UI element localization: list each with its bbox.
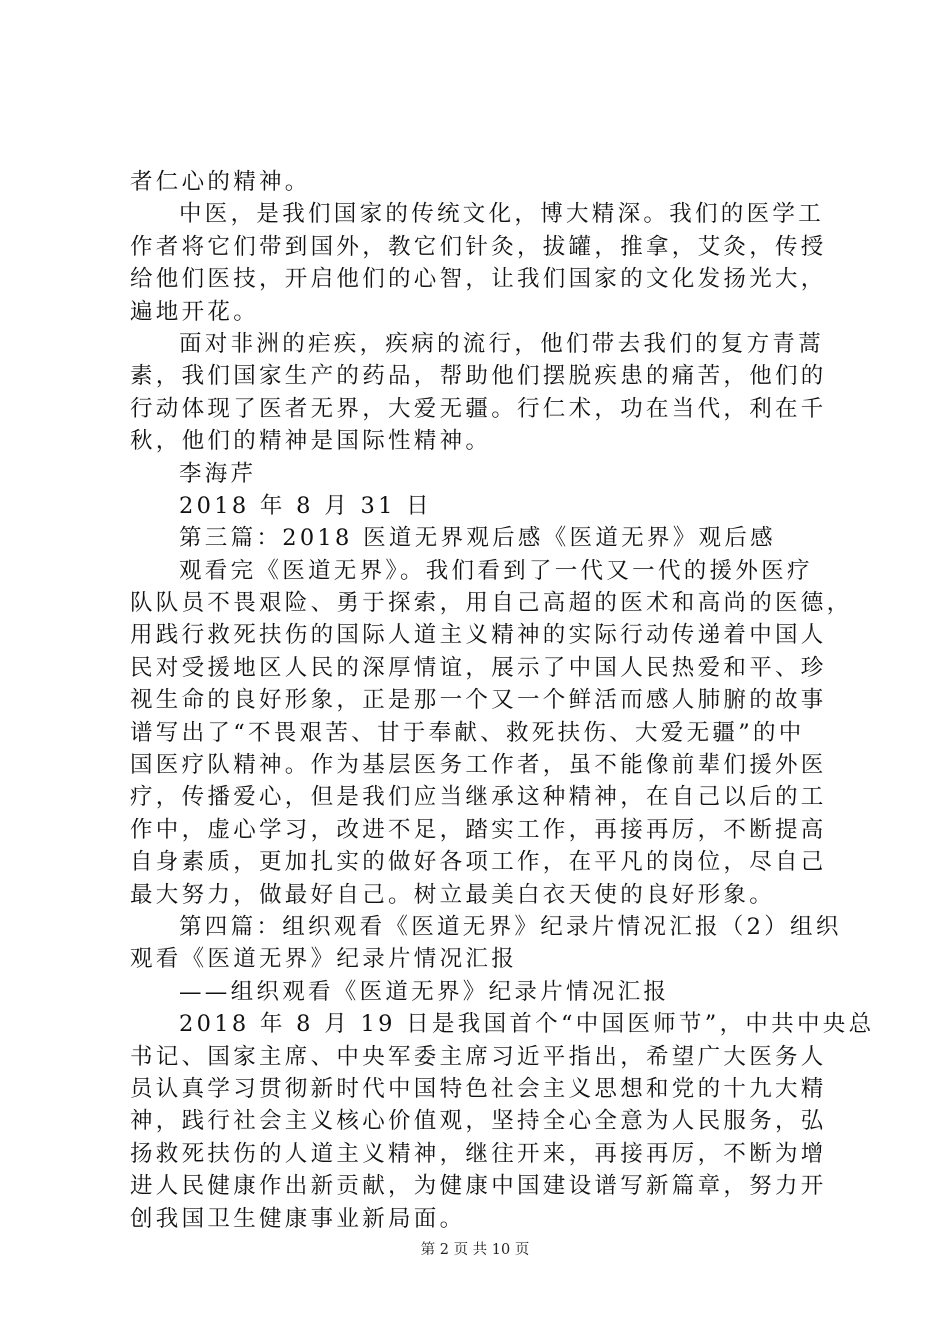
text-line: 最大努力，做最好自己。树立最美白衣天使的良好形象。 <box>130 881 776 908</box>
text-line: 进人民健康作出新贡献，为健康中国建设谱写新篇章，努力开 <box>130 1173 827 1200</box>
text-line: 观看《医道无界》纪录片情况汇报 <box>130 946 518 973</box>
text-line: 面对非洲的疟疾，疾病的流行，他们带去我们的复方青蒿 <box>179 330 825 357</box>
text-line: 疗，传播爱心，但是我们应当继承这种精神，在自己以后的工 <box>130 784 827 811</box>
text-line: 扬救死扶伤的人道主义精神，继往开来，再接再厉，不断为增 <box>130 1140 827 1167</box>
text-line: 员认真学习贯彻新时代中国特色社会主义思想和党的十九大精 <box>130 1075 827 1102</box>
text-line: 李海芹 <box>179 460 257 487</box>
text-line: 行动体现了医者无界，大爱无疆。行仁术，功在当代，利在千 <box>130 395 827 422</box>
page-footer: 第 2 页 共 10 页 <box>420 1242 530 1258</box>
text-line: 第三篇：2018 医道无界观后感《医道无界》观后感 <box>179 525 776 552</box>
text-line: 给他们医技，开启他们的心智，让我们国家的文化发扬光大， <box>130 266 827 293</box>
text-line: 神，践行社会主义核心价值观，坚持全心全意为人民服务，弘 <box>130 1108 827 1135</box>
text-line: 谱写出了“不畏艰苦、甘于奉献、救死扶伤、大爱无疆”的中 <box>130 719 805 746</box>
text-line: 者仁心的精神。 <box>130 169 311 195</box>
text-line: 队队员不畏艰险、勇于探索，用自己高超的医术和高尚的医德， <box>130 590 853 617</box>
text-line: 书记、国家主席、中央军委主席习近平指出，希望广大医务人 <box>130 1043 827 1070</box>
text-line: 国医疗队精神。作为基层医务工作者，虽不能像前辈们援外医 <box>130 752 827 779</box>
text-line: 第四篇：组织观看《医道无界》纪录片情况汇报（2）组织 <box>179 913 842 940</box>
text-line: 用践行救死扶伤的国际人道主义精神的实际行动传递着中国人 <box>130 622 827 649</box>
text-line: 视生命的良好形象，正是那一个又一个鲜活而感人肺腑的故事 <box>130 687 827 714</box>
text-line: 遍地开花。 <box>130 298 260 325</box>
text-line: 作中，虚心学习，改进不足，踏实工作，再接再厉，不断提高 <box>130 816 827 843</box>
text-line: 秋，他们的精神是国际性精神。 <box>130 428 492 455</box>
text-line: 民对受援地区人民的深厚情谊，展示了中国人民热爱和平、珍 <box>130 654 827 681</box>
text-line: 观看完《医道无界》。我们看到了一代又一代的援外医疗 <box>179 557 813 584</box>
text-line: 2018 年 8 月 19 日是我国首个“中国医师节”，中共中央总 <box>179 1011 875 1038</box>
text-line: 2018 年 8 月 31 日 <box>179 492 432 519</box>
text-line: 创我国卫生健康事业新局面。 <box>130 1205 466 1232</box>
document-body <box>130 166 875 1235</box>
text-line: ——组织观看《医道无界》纪录片情况汇报 <box>179 978 670 1005</box>
text-line: 中医，是我们国家的传统文化，博大精深。我们的医学工 <box>179 201 825 228</box>
text-line: 作者将它们带到国外，教它们针灸，拔罐，推拿，艾灸，传授 <box>130 233 827 260</box>
text-line: 自身素质，更加扎实的做好各项工作，在平凡的岗位，尽自己 <box>130 849 827 876</box>
text-line: 素，我们国家生产的药品，帮助他们摆脱疾患的痛苦，他们的 <box>130 363 827 390</box>
